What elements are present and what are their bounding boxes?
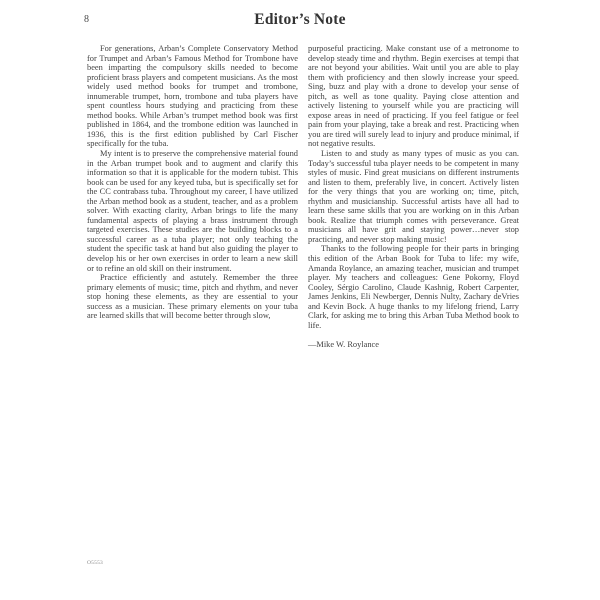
left-column (87, 44, 298, 350)
paragraph-practice: Practice efficiently and astutely. Remember the three primary elements of music; time, pitch and rhythm, and never stop honing these elements, as they are essential to your success as a musician. These primary elements on your tuba are learned skills that will become better through slow, (87, 273, 298, 321)
catalog-number: O5553 (87, 560, 103, 566)
editor-signature: —Mike W. Roylance (308, 340, 379, 350)
paragraph-intro: For generations, Arban’s Complete Conservatory Method for Trumpet and Arban’s Famous Method for Trombone have been imparting the compulsory skills needed to become proficient brass players and competent musicians. As the most widely used method books for trumpet and trombone, innumerable trumpet, horn, trombone and tuba players have spent countless hours studying and practicing from these method books. While Arban’s trumpet method book was first published in 1864, and the trombone edition was launched in 1936, this is the first edition published by Carl Fischer specifically for the tuba. (87, 44, 298, 149)
page-title: Editor’s Note (254, 11, 346, 28)
paragraph-intent: My intent is to preserve the comprehensive material found in the Arban trumpet book and to augment and clarify this information so that it is applicable for the modern tubist. This book can be used for any keyed tuba, but is specifically set for the CC contrabass tuba. Throughout my career, I have utilized the Arban method book as a student, teacher, and as a problem solver. With exacting clarity, Arban brings to life the many fundamental aspects of playing a brass instrument through targeted exercises. These studies are the building blocks to a successful career as a tuba player; not only teaching the student the specific task at hand but also guiding the player to develop his or her own exercises in order to learn a new skill or to refine an old skill on their instrument. (87, 149, 298, 273)
page-number: 8 (84, 14, 89, 25)
paragraph-practice-continued: purposeful practicing. Make constant use of a metronome to develop steady time and rhythm. Begin exercises at tempi that are not beyond your abilities. Wait until you are able to play them with proficiency and then slowly increase your speed. Sing, buzz and play with a drone to develop your sense of pitch, as well as tone quality. Paying close attention and actively listening to yourself while you are practicing will expose areas in need of practicing. If you feel fatigue or feel pain from your playing, take a break and rest. Practicing when you are tired will surely lead to injury and produce minimal, if not negative results. (308, 44, 519, 149)
paragraph-listen: Listen to and study as many types of music as you can. Today’s successful tuba player needs to be competent in many styles of music. Find great musicians on different instruments and listen to them, preferably live, in concert. Actively listen for the very things that you are working on; time, pitch, rhythm and musicianship. Successful artists have all had to learn these same skills that you are working on in this Arban book. Realize that triumph comes with perseverance. Great musicians all have grit and staying power…never stop practicing, and never stop making music! (308, 149, 519, 244)
paragraph-thanks: Thanks to the following people for their parts in bringing this edition of the Arban Book for Tuba to life: my wife, Amanda Roylance, an amazing teacher, musician and trumpet player. My teachers and colleagues: Gene Pokorny, Floyd Cooley, Sérgio Carolino, Claude Kashnig, Robert Carpenter, James Jenkins, Eli Newberger, Dennis Nulty, Zachary deVries and Kevin Bock. A huge thanks to my lifelong friend, Larry Clark, for asking me to bring this Arban Tuba Method book to life. (308, 244, 519, 330)
text-columns (87, 44, 519, 350)
right-column (308, 44, 519, 350)
